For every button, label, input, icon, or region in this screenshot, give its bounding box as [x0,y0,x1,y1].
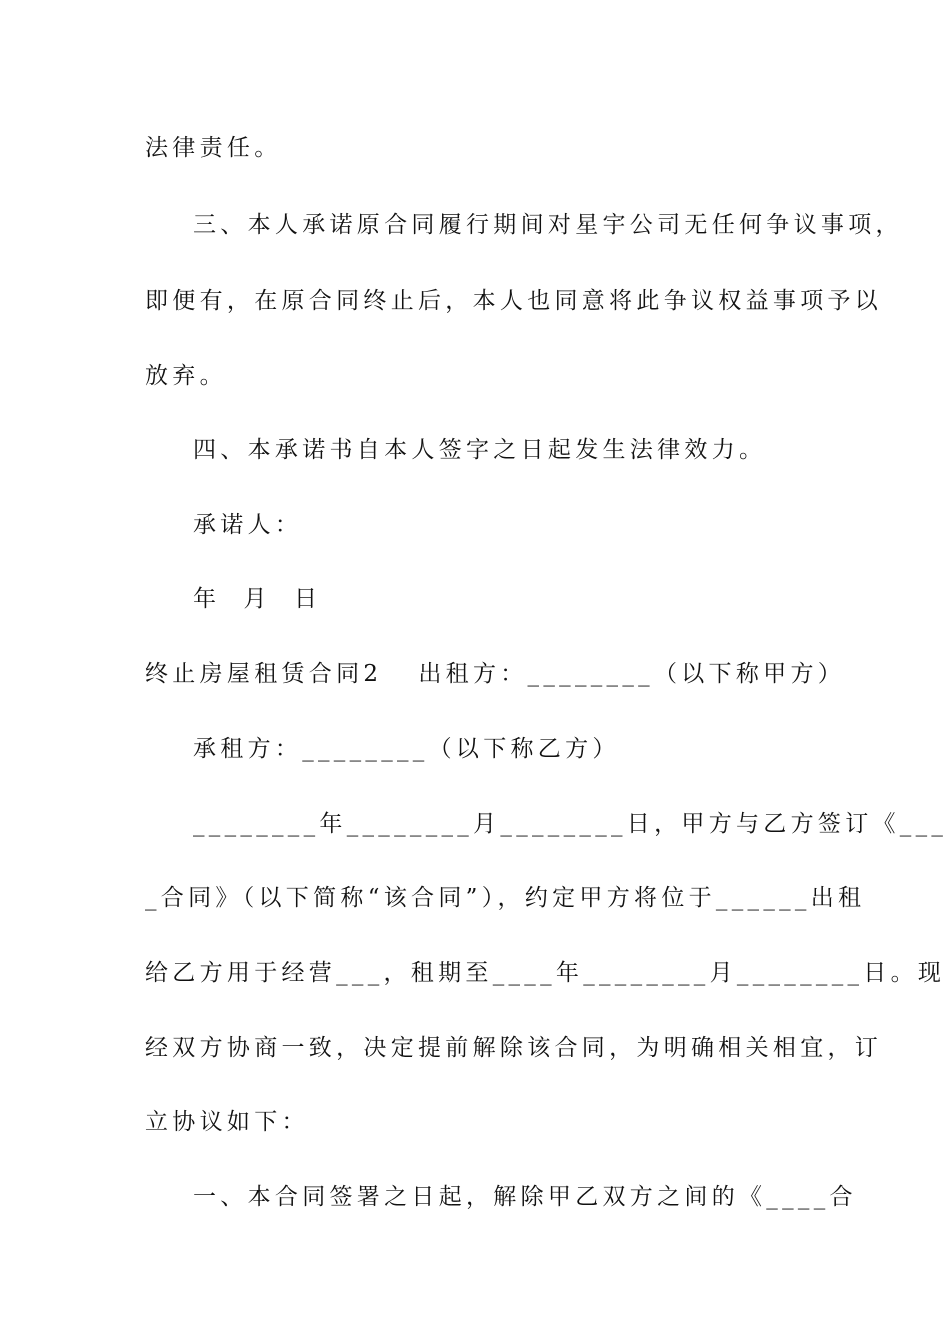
paragraph-line: 放弃。 [145,363,227,389]
signer-label: 承诺人： [193,512,303,538]
paragraph-line: 四、本承诺书自本人签字之日起发生法律效力。 [193,437,767,463]
paragraph-line: 法律责任。 [145,135,282,161]
contract-title: 终止房屋租赁合同2 [145,661,383,687]
paragraph-line: 即便有，在原合同终止后，本人也同意将此争议权益事项予以 [145,288,883,314]
lessor-field: 出租方：________（以下称甲方） [418,661,846,687]
paragraph-line: 一、本合同签署之日起，解除甲乙双方之间的《____合 [193,1184,857,1210]
paragraph-line: 三、本人承诺原合同履行期间对星宇公司无任何争议事项， [193,212,903,238]
paragraph-line: 立协议如下： [145,1109,309,1135]
paragraph-line: 经双方协商一致，决定提前解除该合同，为明确相关相宜，订 [145,1035,883,1061]
paragraph-line: 给乙方用于经营___，租期至____年________月________日。现 [145,960,946,986]
paragraph-line: ________年________月________日，甲方与乙方签订《___ [193,811,948,837]
section-title-line [145,659,845,689]
date-line: 年 月 日 [193,586,322,612]
paragraph-line: _合同》（以下简称“该合同”），约定甲方将位于______出租 [145,885,866,911]
lessee-field: 承租方：________（以下称乙方） [193,736,620,762]
